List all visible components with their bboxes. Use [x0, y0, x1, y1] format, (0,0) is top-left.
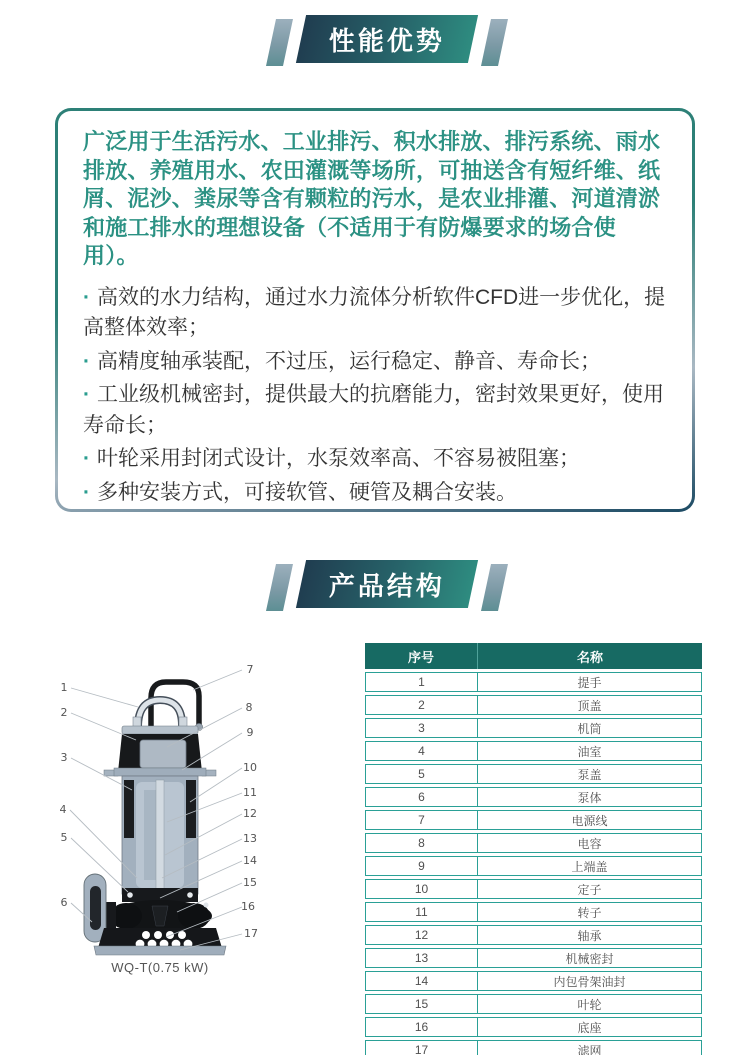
top-cover	[122, 726, 198, 734]
part-name: 转子	[478, 902, 702, 922]
table-row	[365, 810, 702, 830]
badge-accent-left	[266, 564, 293, 611]
part-name: 泵体	[478, 787, 702, 807]
part-index: 6	[365, 787, 478, 807]
part-index: 7	[365, 810, 478, 830]
part-index: 11	[365, 902, 478, 922]
part-name: 内包骨架油封	[478, 971, 702, 991]
feature-item	[83, 283, 670, 344]
outlet-port	[90, 886, 101, 930]
pump-diagram	[40, 650, 340, 995]
table-row	[365, 695, 702, 715]
part-index: 9	[365, 856, 478, 876]
bullet-dot-icon: ·	[83, 349, 90, 373]
table-header-row	[365, 643, 702, 669]
part-index: 4	[365, 741, 478, 761]
handle	[138, 700, 182, 727]
part-index: 10	[365, 879, 478, 899]
feature-item-text: 叶轮采用封闭式设计，水泵效率高、不容易被阻塞；	[97, 447, 580, 470]
callout-number: 3	[60, 751, 68, 764]
part-name: 油室	[478, 741, 702, 761]
part-name: 提手	[478, 672, 702, 692]
feature-list	[83, 283, 670, 509]
part-index: 16	[365, 1017, 478, 1037]
part-name: 上端盖	[478, 856, 702, 876]
base-skid	[94, 946, 226, 955]
table-row	[365, 833, 702, 853]
table-row	[365, 672, 702, 692]
feature-item	[83, 478, 670, 509]
diagram-caption: WQ-T(0.75 kW)	[111, 960, 209, 975]
performance-title-banner	[296, 15, 478, 63]
table-row	[365, 879, 702, 899]
table-row	[365, 925, 702, 945]
shaft	[156, 780, 164, 896]
part-name: 泵盖	[478, 764, 702, 784]
table-row	[365, 994, 702, 1014]
callout-number: 10	[243, 761, 257, 774]
callout-number: 7	[246, 663, 254, 676]
part-index: 3	[365, 718, 478, 738]
part-name: 滤网	[478, 1040, 702, 1055]
callout-number: 9	[246, 726, 254, 739]
table-row	[365, 741, 702, 761]
part-index: 5	[365, 764, 478, 784]
badge-accent-right	[481, 564, 508, 611]
part-index: 8	[365, 833, 478, 853]
part-name: 底座	[478, 1017, 702, 1037]
intro-paragraph: 广泛用于生活污水、工业排污、积水排放、排污系统、雨水排放、养殖用水、农田灌溉等场所，可抽送含有短纤维、纸屑、泥沙、粪尿等含有颗粒的污水，是农业排灌、河道清淤和施工排水的理想设备（不适用于有防爆要求的场合使用）。	[83, 129, 661, 268]
part-name: 叶轮	[478, 994, 702, 1014]
feature-item-text: 多种安装方式，可接软管、硬管及耦合安装。	[97, 480, 517, 504]
bolt	[127, 892, 133, 898]
callout-number: 8	[245, 701, 253, 714]
stator-right	[186, 780, 196, 838]
badge-accent-left	[266, 19, 293, 66]
part-index: 17	[365, 1040, 478, 1055]
table-row	[365, 764, 702, 784]
part-name: 电源线	[478, 810, 702, 830]
feature-item-text: 高效的水力结构，通过水力流体分析软件CFD进一步优化，提高整体效率；	[83, 285, 666, 339]
bullet-dot-icon: ·	[83, 480, 90, 504]
feature-item-text: 工业级机械密封，提供最大的抗磨能力，密封效果更好，使用寿命长；	[83, 383, 664, 437]
col-header-index: 序号	[365, 643, 478, 669]
table-row	[365, 787, 702, 807]
section-title: 产品结构	[328, 570, 445, 601]
upper-end-cover	[114, 768, 206, 776]
structure-title-banner	[296, 560, 478, 608]
feature-item	[83, 444, 670, 475]
badge-accent-right	[481, 19, 508, 66]
feature-box-inner	[58, 111, 692, 509]
callout-number: 6	[60, 896, 68, 909]
callout-number: 16	[241, 900, 255, 913]
section-header-structure	[12, 560, 750, 610]
callout-number: 14	[243, 854, 257, 867]
oil-chamber	[122, 888, 198, 902]
part-index: 2	[365, 695, 478, 715]
table-row	[365, 856, 702, 876]
callout-number: 17	[244, 927, 258, 940]
table-row	[365, 971, 702, 991]
bolt	[187, 892, 193, 898]
bullet-dot-icon: ·	[83, 383, 90, 406]
rotor-shading	[144, 790, 156, 880]
part-index: 12	[365, 925, 478, 945]
table-row	[365, 948, 702, 968]
part-name: 电容	[478, 833, 702, 853]
part-name: 轴承	[478, 925, 702, 945]
feature-item-text: 高精度轴承装配，不过压，运行稳定、静音、寿命长；	[97, 349, 601, 373]
callout-number: 4	[59, 803, 67, 816]
part-index: 13	[365, 948, 478, 968]
feature-box	[55, 108, 695, 512]
part-name: 顶盖	[478, 695, 702, 715]
feature-item	[83, 380, 670, 441]
callout-number: 15	[243, 876, 257, 889]
section-header-performance	[12, 15, 750, 65]
part-name: 机械密封	[478, 948, 702, 968]
callout-number: 12	[243, 807, 257, 820]
callout-number: 13	[243, 832, 257, 845]
part-index: 15	[365, 994, 478, 1014]
part-index: 1	[365, 672, 478, 692]
capacitor	[140, 740, 186, 768]
callout-number: 2	[60, 706, 68, 719]
parts-table	[365, 640, 702, 1055]
bolt	[204, 903, 209, 908]
bullet-dot-icon: ·	[83, 447, 90, 470]
part-name: 定子	[478, 879, 702, 899]
bullet-dot-icon: ·	[83, 285, 90, 309]
table-row	[365, 902, 702, 922]
col-header-name: 名称	[478, 643, 702, 669]
table-row	[365, 718, 702, 738]
callout-number: 11	[243, 786, 257, 799]
callout-number: 5	[60, 831, 68, 844]
part-name: 机筒	[478, 718, 702, 738]
part-index: 14	[365, 971, 478, 991]
pump-cross-section	[40, 650, 340, 960]
callout-number: 1	[60, 681, 68, 694]
section-title: 性能优势	[328, 25, 445, 56]
feature-item	[83, 347, 670, 378]
table-row	[365, 1040, 702, 1055]
table-row	[365, 1017, 702, 1037]
